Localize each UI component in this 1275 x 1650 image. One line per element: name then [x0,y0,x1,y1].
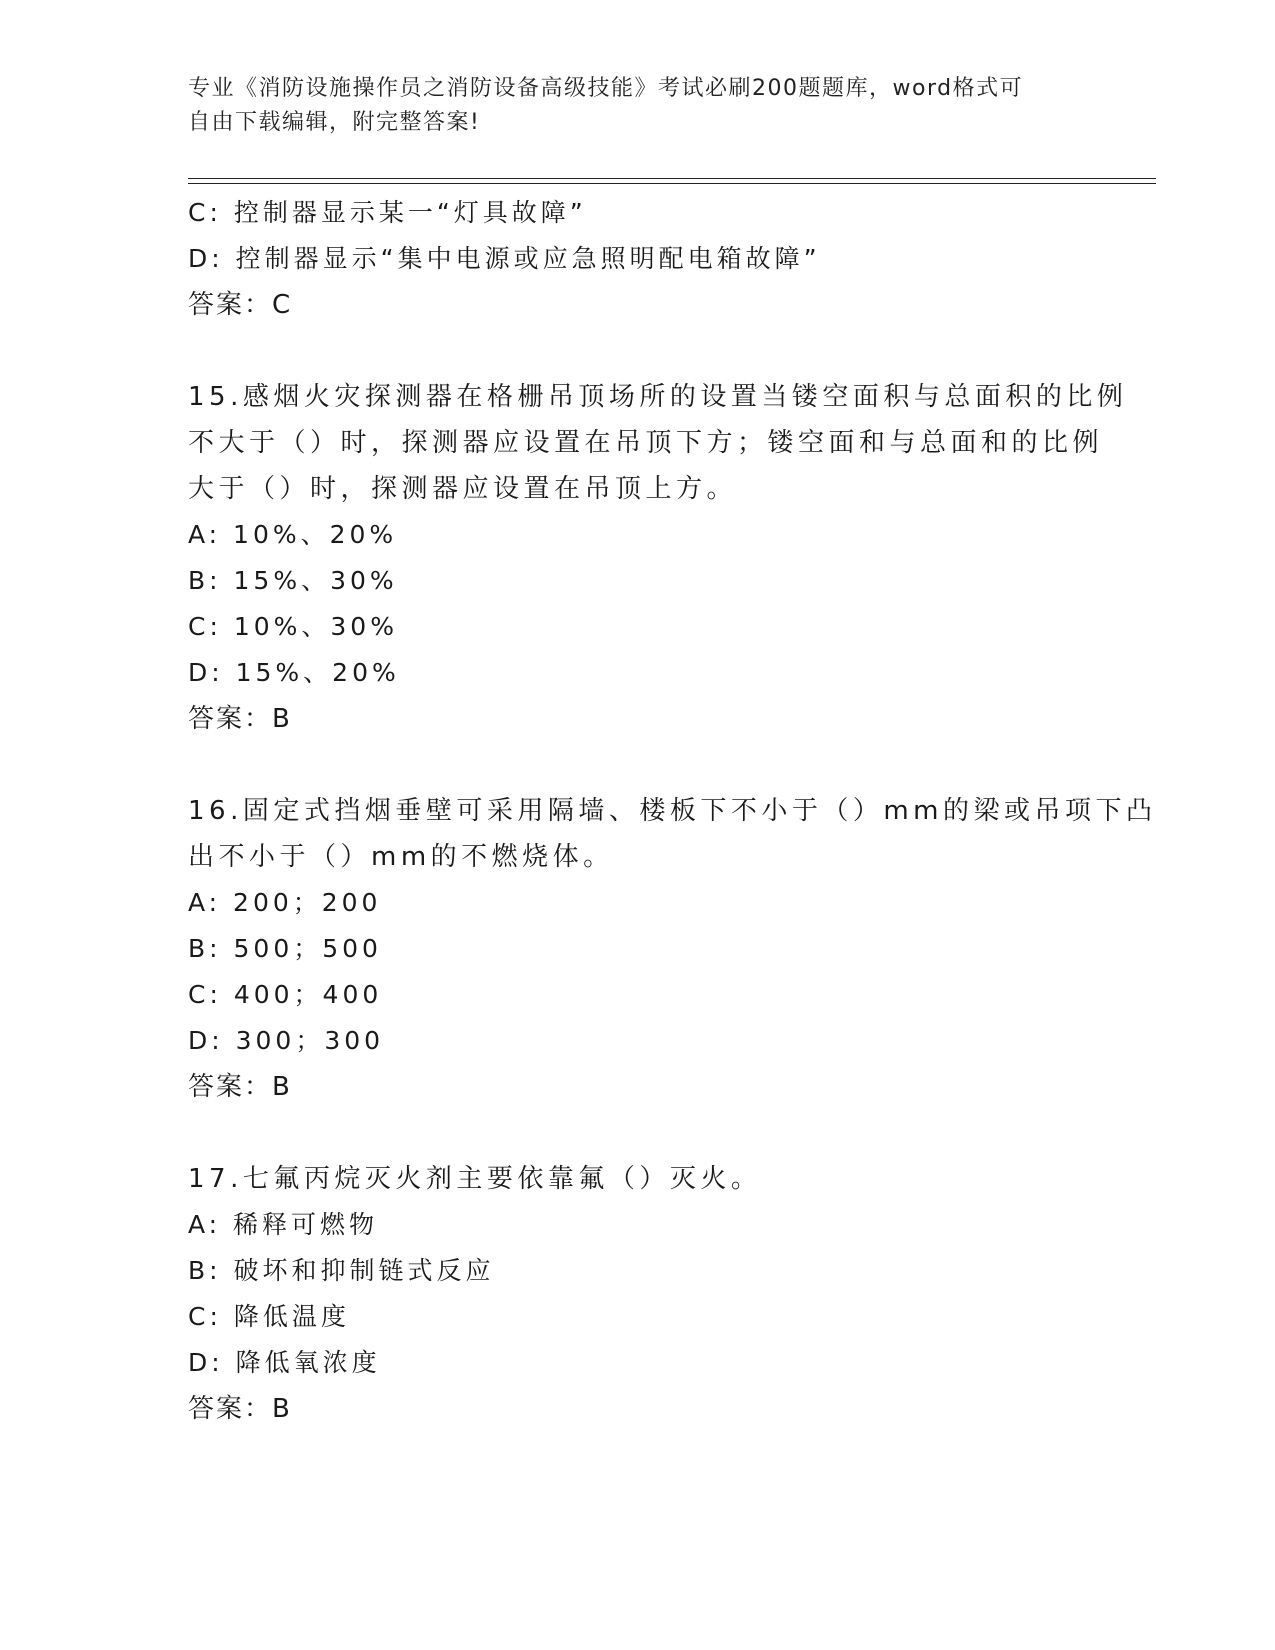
option-c: C: 400；400 [188,980,383,1009]
option-c: C: 降低温度 [188,1302,350,1331]
question-15 [188,374,1128,742]
option-a: A: 200；200 [188,888,382,917]
question-17 [188,1156,1128,1432]
option-c: C: 10%、30% [188,612,398,641]
question-stem-line: 17.七氟丙烷灭火剂主要依靠氟（）灭火。 [188,1164,762,1194]
question-stem-line: 15.感烟火灾探测器在格栅吊顶场所的设置当镂空面积与总面积的比例 [188,382,1128,412]
header-title-line-1: 专业《消防设施操作员之消防设备高级技能》考试必刷200题题库，word格式可 [188,76,1024,101]
option-a: A: 10%、20% [188,520,398,549]
option-c: C: 控制器显示某一“灯具故障” [188,198,587,227]
option-b: B: 500；500 [188,934,382,963]
option-a: A: 稀释可燃物 [188,1210,379,1239]
question-stem-line: 大于（）时，探测器应设置在吊顶上方。 [188,474,738,504]
question-14-continuation [188,190,1128,328]
answer-line: 答案：B [188,1072,292,1102]
option-d: D: 15%、20% [188,658,400,687]
answer-line: 答案：C [188,290,293,320]
spacer [188,1110,1128,1156]
header-title-line-2: 自由下载编辑，附完整答案! [188,110,481,135]
spacer [188,742,1128,788]
answer-line: 答案：B [188,1394,292,1424]
question-stem-line: 16.固定式挡烟垂壁可采用隔墙、楼板下不小于（）mm的梁或吊项下凸 [188,796,1157,826]
question-16 [188,788,1157,1110]
document-header [188,72,1088,140]
option-d: D: 降低氧浓度 [188,1348,381,1377]
question-stem-line: 不大于（）时，探测器应设置在吊顶下方；镂空面和与总面和的比例 [188,428,1104,458]
option-d: D: 300；300 [188,1026,385,1055]
answer-line: 答案：B [188,704,292,734]
header-divider-top [188,178,1156,179]
option-d: D: 控制器显示“集中电源或应急照明配电箱故障” [188,244,821,273]
question-list [188,190,1157,1432]
spacer [188,328,1128,374]
option-b: B: 破坏和抑制链式反应 [188,1256,495,1285]
option-b: B: 15%、30% [188,566,398,595]
header-divider-bottom [188,183,1156,184]
question-stem-line: 出不小于（）mm的不燃烧体。 [188,842,614,872]
